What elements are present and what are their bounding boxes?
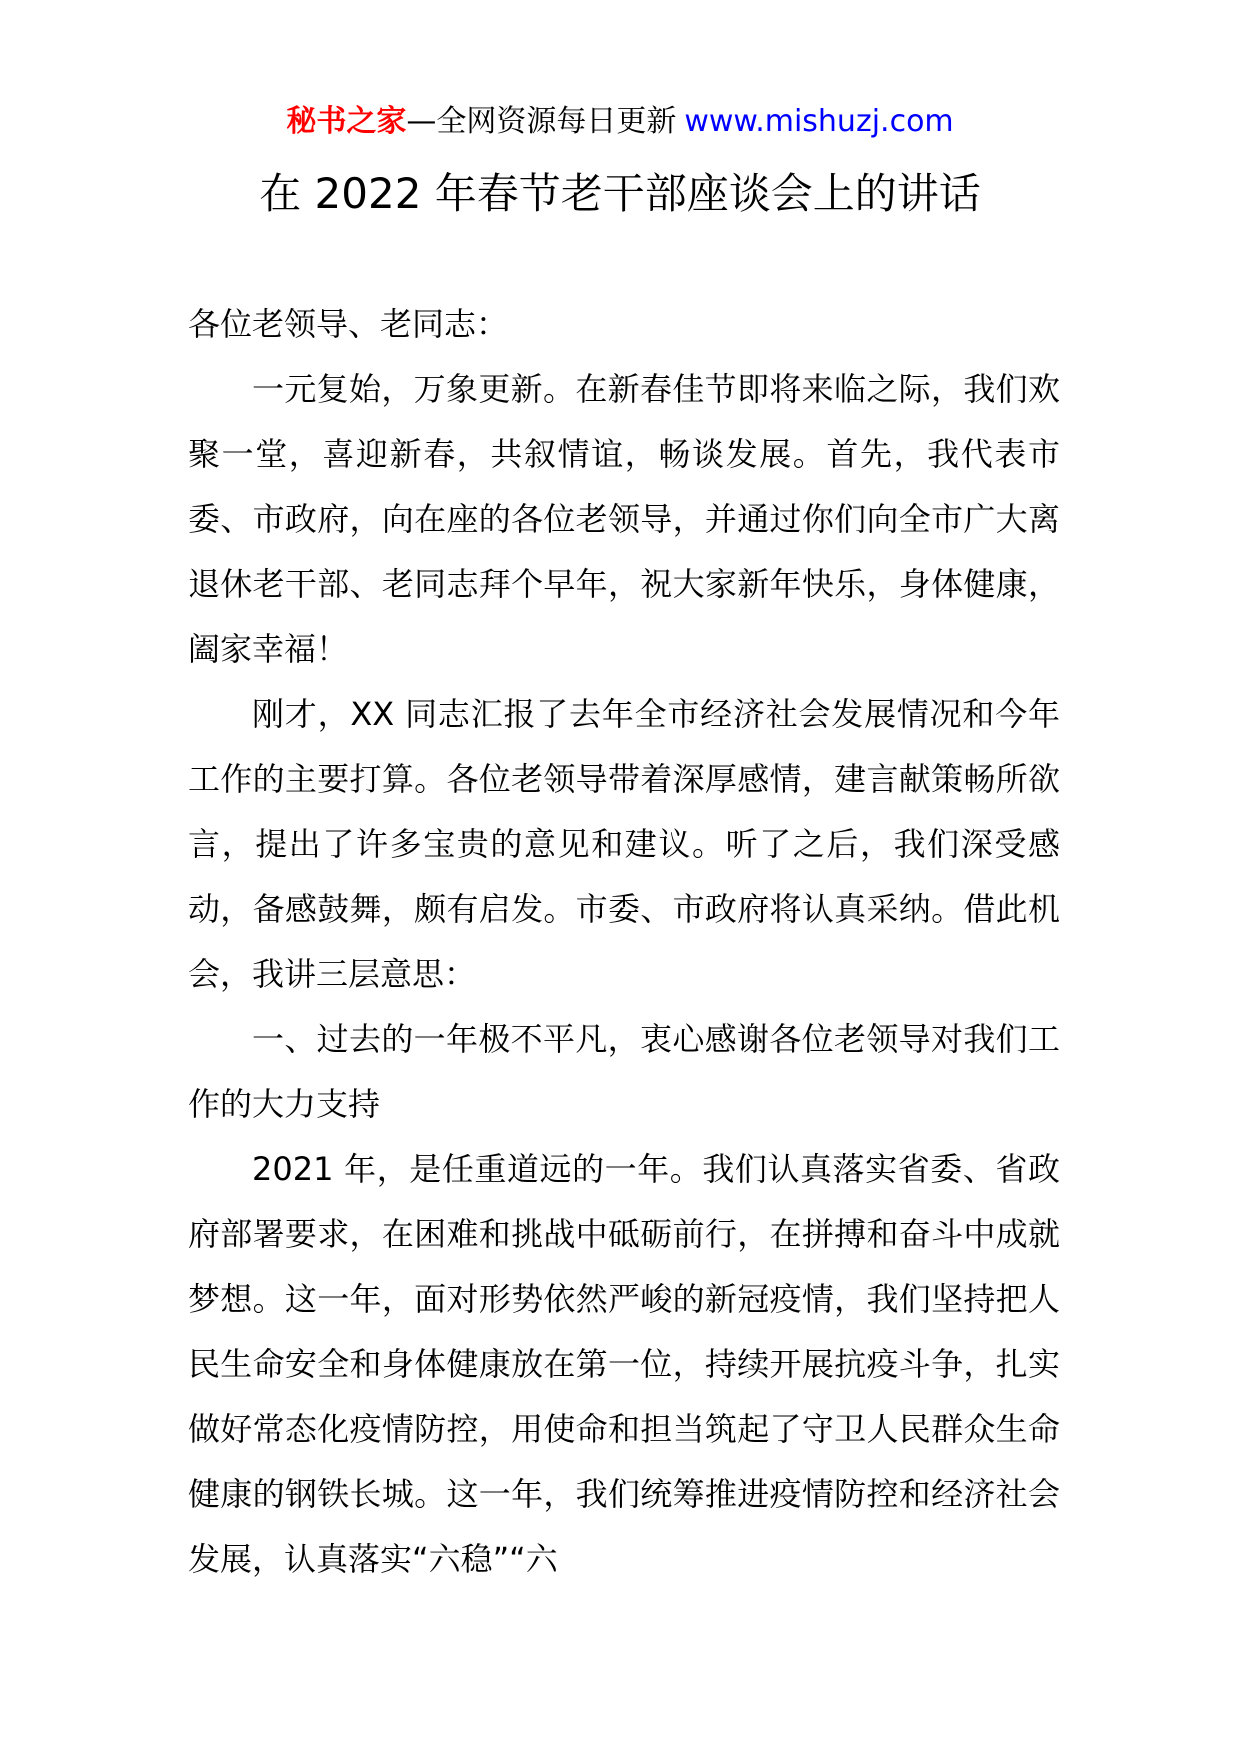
salutation: 各位老领导、老同志：	[188, 305, 509, 343]
site-header	[0, 102, 1240, 142]
document-title: 在 2022 年春节老干部座谈会上的讲话	[259, 169, 981, 218]
paragraph: 一元复始，万象更新。在新春佳节即将来临之际，我们欢聚一堂，喜迎新春，共叙情谊，畅谈发展。首先，我代表市委、市政府，向在座的各位老领导，并通过你们向全市广大离退休老干部、老同志拜个早年，祝大家新年快乐，身体健康，阖家幸福！	[188, 370, 1060, 668]
section-heading: 一、过去的一年极不平凡，衷心感谢各位老领导对我们工作的大力支持	[188, 1020, 1060, 1123]
site-url-link[interactable]: www.mishuzj.com	[684, 104, 954, 139]
paragraph: 2021 年，是任重道远的一年。我们认真落实省委、省政府部署要求，在困难和挑战中砥砺前行，在拼搏和奋斗中成就梦想。这一年，面对形势依然严峻的新冠疫情，我们坚持把人民生命安全和身体健康放在第一位，持续开展抗疫斗争，扎实做好常态化疫情防控，用使命和担当筑起了守卫人民群众生命健康的钢铁长城。这一年，我们统筹推进疫情防控和经济社会发展，认真落实“六稳”“六	[188, 1150, 1060, 1578]
document-body	[188, 292, 1060, 1592]
site-brand: 秘书之家	[286, 104, 407, 139]
paragraph: 刚才，XX 同志汇报了去年全市经济社会发展情况和今年工作的主要打算。各位老领导带着深厚感情，建言献策畅所欲言，提出了许多宝贵的意见和建议。听了之后，我们深受感动，备感鼓舞，颇有启发。市委、市政府将认真采纳。借此机会，我讲三层意思：	[188, 695, 1060, 993]
site-tagline: —全网资源每日更新	[406, 104, 677, 139]
